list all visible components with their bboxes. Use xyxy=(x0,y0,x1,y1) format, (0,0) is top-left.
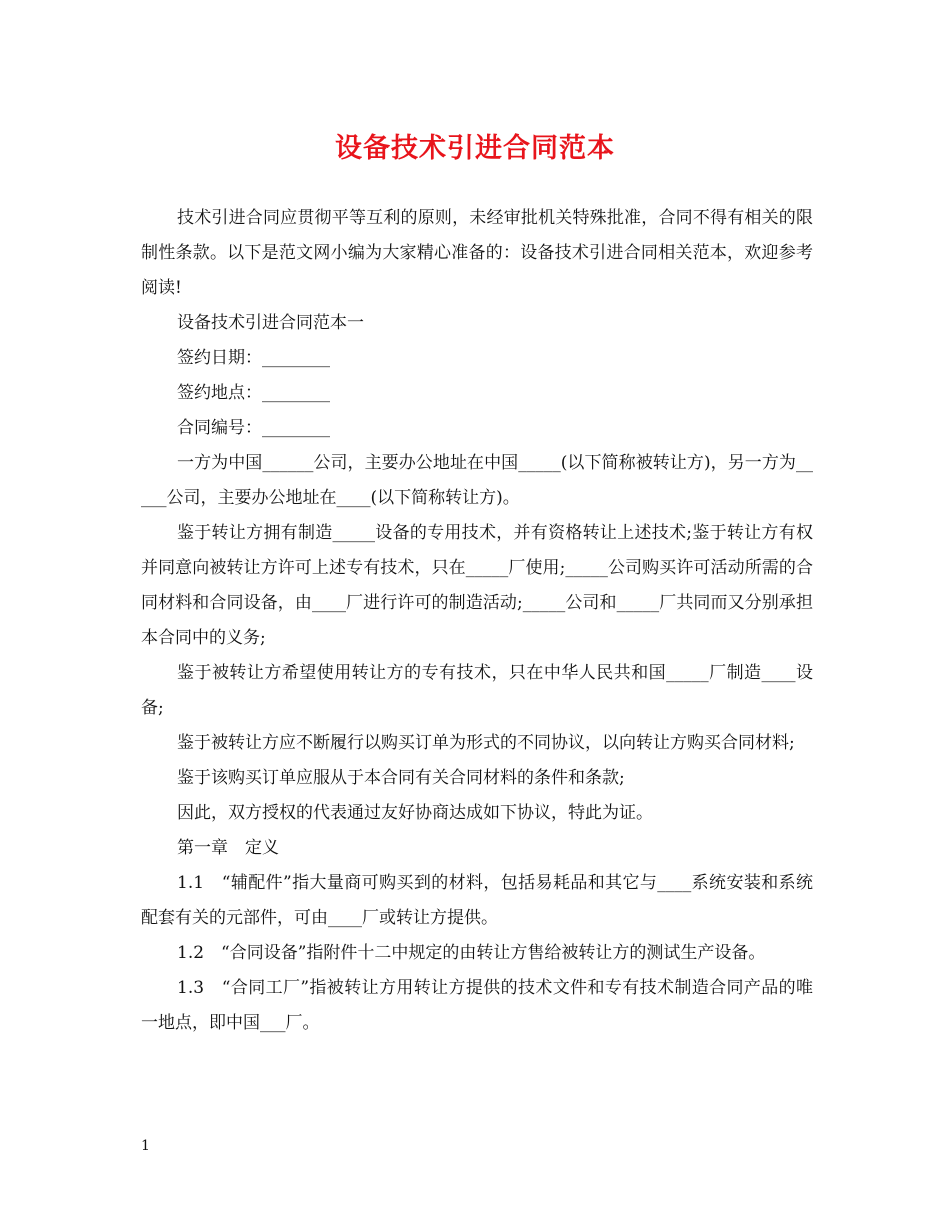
recital-paragraph: 鉴于该购买订单应服从于本合同有关合同材料的条件和条款; xyxy=(177,768,625,788)
chapter-heading: 第一章 定义 xyxy=(177,838,279,858)
signing-date-line: 签约日期：________ xyxy=(177,348,330,368)
recital-paragraph: 鉴于被转让方希望使用转让方的专有技术，只在中华人民共和国_____厂制造____设备; xyxy=(141,663,813,718)
document-body xyxy=(141,201,813,1041)
signing-place-line: 签约地点：________ xyxy=(177,383,330,403)
recital-paragraph: 鉴于转让方拥有制造_____设备的专用技术，并有资格转让上述技术;鉴于转让方有权并同意向被转让方许可上述专有技术，只在_____厂使用;_____公司购买许可活动所需的合同材料和合同设备，由____厂进行许可的制造活动;_____公司和_____厂共同而又分别承担本合同中的义务; xyxy=(141,523,813,648)
clause-paragraph: 1.1 “辅配件”指大量商可购买到的材料，包括易耗品和其它与____系统安装和系统配套有关的元部件，可由____厂或转让方提供。 xyxy=(141,873,813,928)
clause-paragraph: 1.3 “合同工厂”指被转让方用转让方提供的技术文件和专有技术制造合同产品的唯一地点，即中国___厂。 xyxy=(141,978,813,1033)
intro-paragraph: 技术引进合同应贯彻平等互利的原则，未经审批机关特殊批准，合同不得有相关的限制性条款。以下是范文网小编为大家精心准备的：设备技术引进合同相关范本，欢迎参考阅读! xyxy=(141,208,813,298)
contract-number-line: 合同编号：________ xyxy=(177,418,330,438)
recital-paragraph: 鉴于被转让方应不断履行以购买订单为形式的不同协议，以向转让方购买合同材料; xyxy=(177,733,795,753)
document-title: 设备技术引进合同范本 xyxy=(335,133,615,164)
agreement-paragraph: 因此，双方授权的代表通过友好协商达成如下协议，特此为证。 xyxy=(177,803,653,823)
clause-paragraph: 1.2 “合同设备”指附件十二中规定的由转让方售给被转让方的测试生产设备。 xyxy=(177,943,766,963)
page-number: 1 xyxy=(141,1138,150,1154)
parties-paragraph: 一方为中国______公司，主要办公地址在中国_____(以下简称被转让方)，另一方为_____公司，主要办公地址在____(以下简称转让方)。 xyxy=(141,453,813,508)
section-heading: 设备技术引进合同范本一 xyxy=(177,313,364,333)
